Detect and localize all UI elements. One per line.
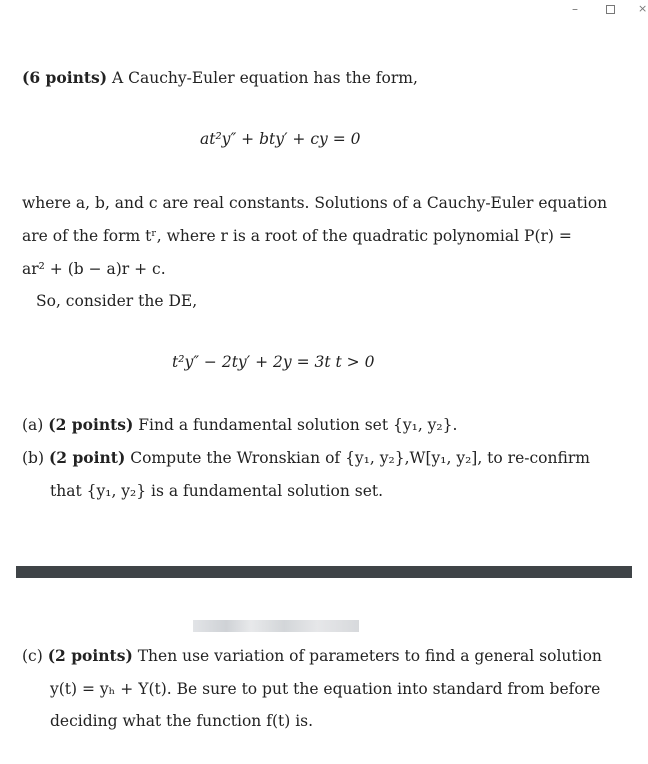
part-b-points: (2 point) xyxy=(48,448,126,467)
part-a-points: (2 points) xyxy=(48,415,134,434)
section-separator xyxy=(16,566,632,578)
part-b-text: Compute the Wronskian of {y₁, y₂},W[y₁, y₂], to re-confirm xyxy=(125,449,590,467)
paragraph-line-2: are of the form tʳ, where r is a root of the quadratic polynomial P(r) = xyxy=(22,227,572,245)
minimize-button[interactable]: – xyxy=(572,2,578,16)
de-equation: t²y″ − 2ty′ + 2y = 3t t > 0 xyxy=(172,353,375,371)
part-b-line-2: that {y₁, y₂} is a fundamental solution set. xyxy=(50,482,384,500)
intro-line xyxy=(22,68,418,88)
part-c-label: (c) xyxy=(22,647,48,665)
part-c-line-2: y(t) = yₕ + Y(t). Be sure to put the equation into standard from before xyxy=(50,680,601,698)
close-button[interactable]: × xyxy=(638,2,648,15)
intro-points: (6 points) xyxy=(22,68,108,87)
part-a-text: Find a fundamental solution set {y₁, y₂}. xyxy=(133,416,458,434)
paragraph-line-1: where a, b, and c are real constants. Solutions of a Cauchy-Euler equation xyxy=(22,194,608,212)
part-a-label: (a) xyxy=(22,416,49,434)
cauchy-euler-equation: at²y″ + bty′ + cy = 0 xyxy=(200,130,361,148)
part-c-line-3: deciding what the function f(t) is. xyxy=(50,712,314,730)
blurred-text-placeholder xyxy=(193,620,359,632)
part-c-points: (2 points) xyxy=(47,646,133,665)
part-c xyxy=(22,646,602,666)
paragraph-line-4: So, consider the DE, xyxy=(36,292,198,310)
maximize-button[interactable] xyxy=(606,5,615,14)
part-c-text: Then use variation of parameters to find a general solution xyxy=(132,647,602,665)
part-a xyxy=(22,415,457,435)
part-b xyxy=(22,448,590,468)
part-b-label: (b) xyxy=(22,449,49,467)
intro-text: A Cauchy-Euler equation has the form, xyxy=(107,69,418,87)
paragraph-line-3: ar² + (b − a)r + c. xyxy=(22,260,166,278)
